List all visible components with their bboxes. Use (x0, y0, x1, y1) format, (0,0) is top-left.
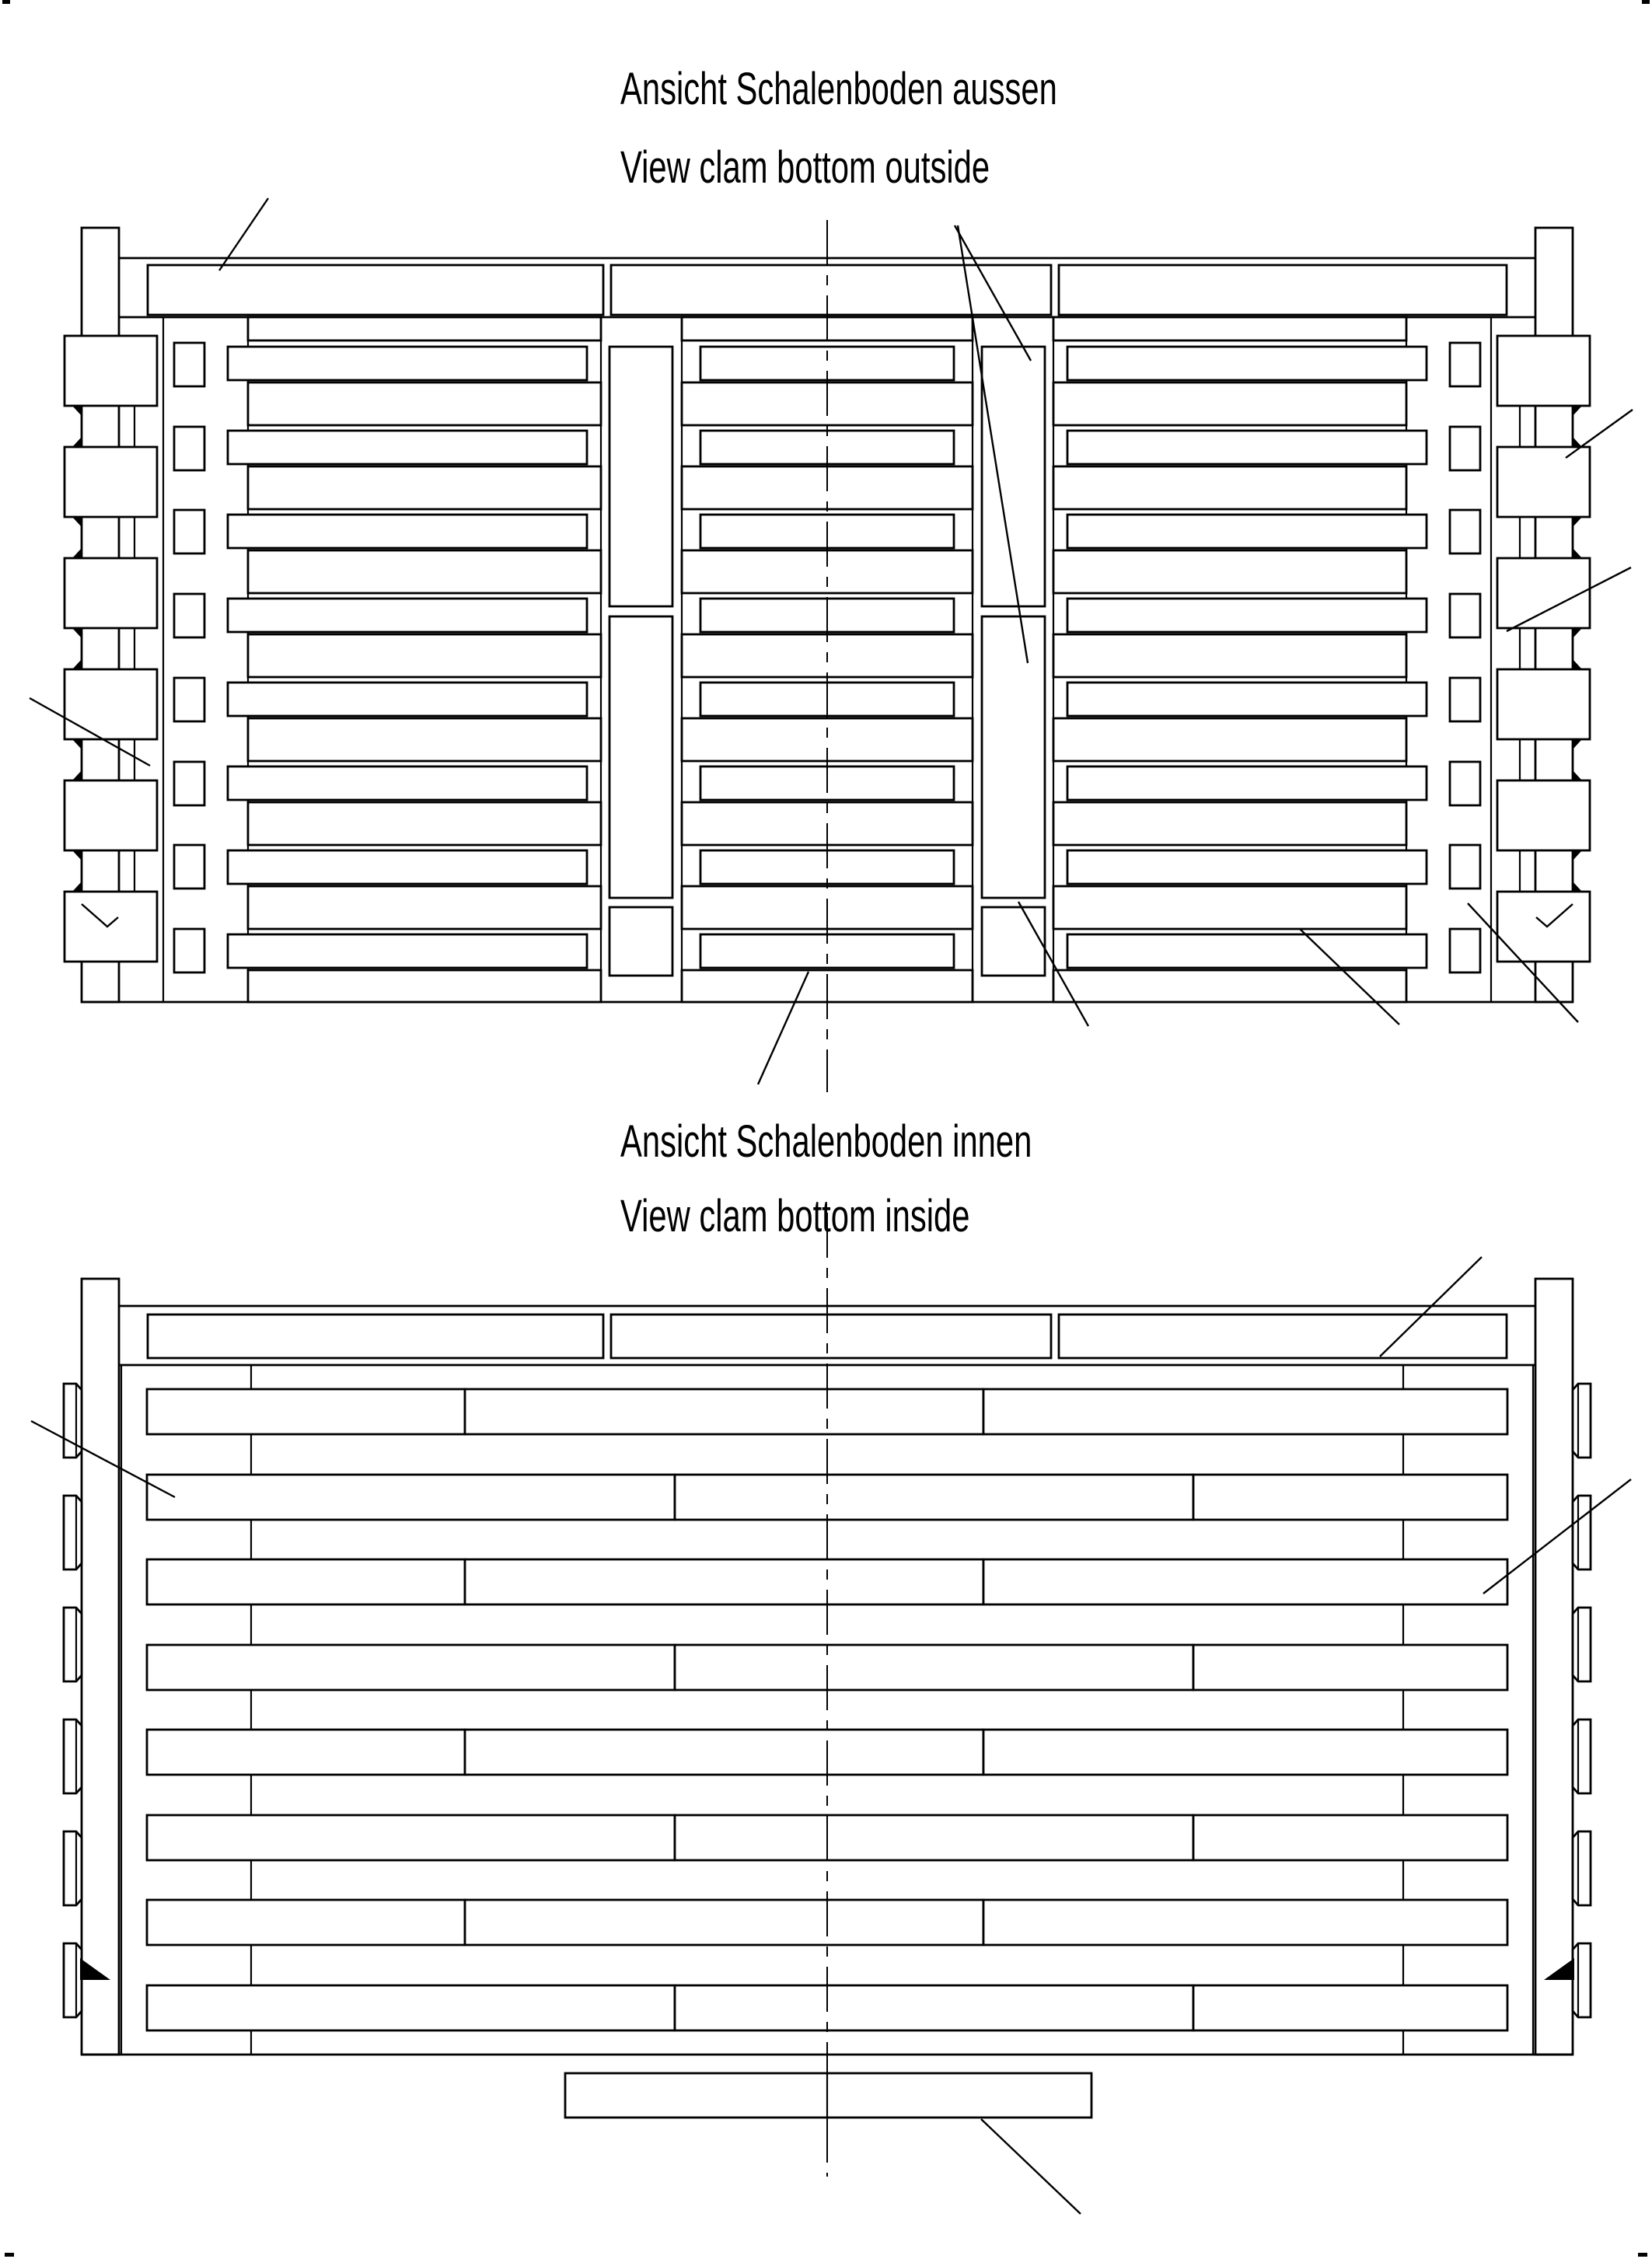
outside-view (30, 198, 1633, 1092)
outside-view-title-en: View clam bottom outside (620, 142, 990, 193)
inside-view-title-de: Ansicht Schalenboden innen (620, 1116, 1032, 1167)
bottom-bar (565, 2073, 1091, 2118)
inside-view (31, 1213, 1631, 2214)
inside-view-title-en: View clam bottom inside (620, 1191, 970, 1241)
outside-view-title-de: Ansicht Schalenboden aussen (620, 64, 1057, 114)
